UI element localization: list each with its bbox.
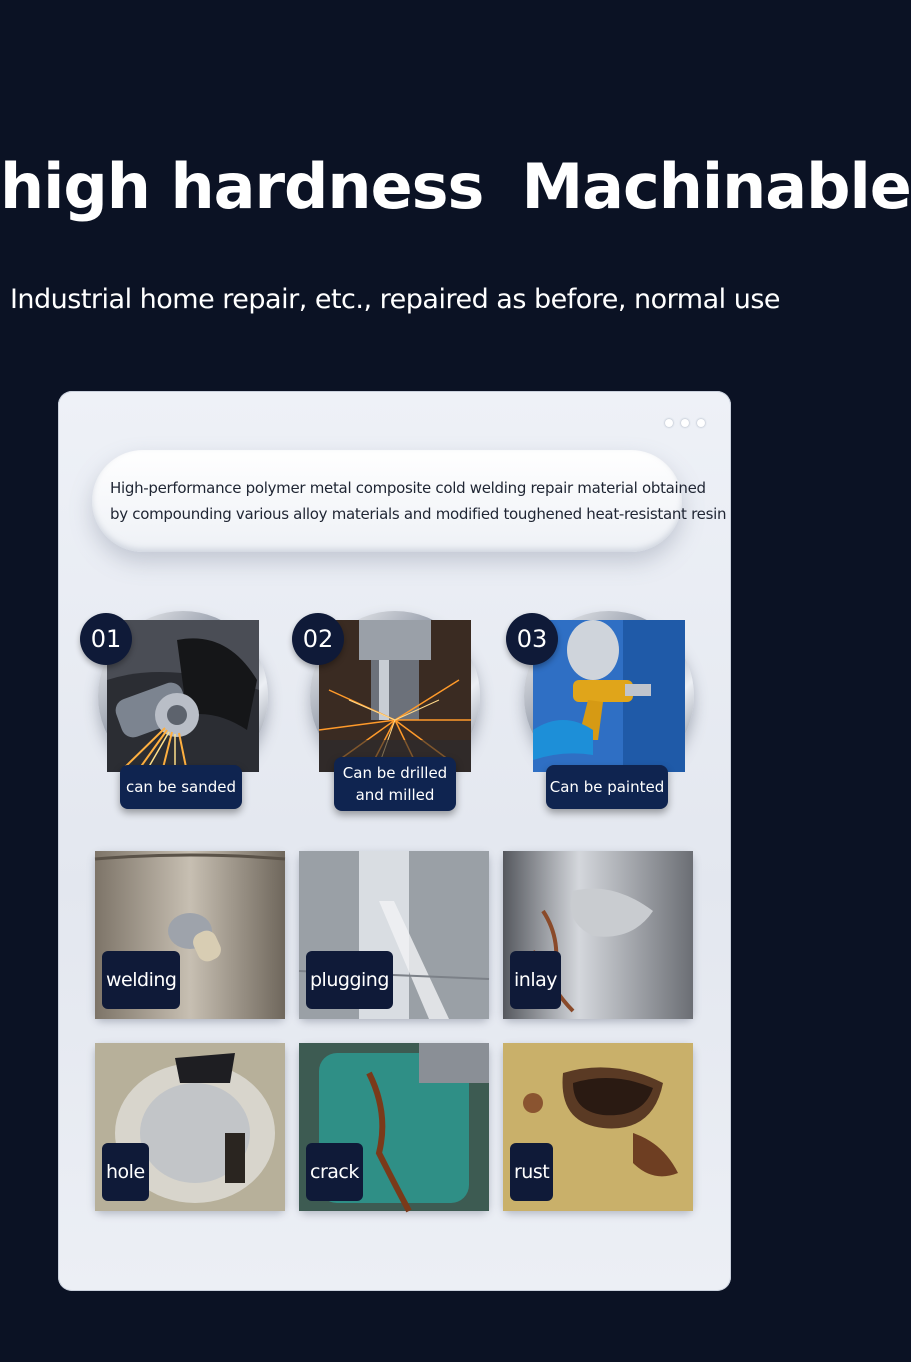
use-photo-inlay: [503, 851, 693, 1019]
feature-drilled-milled: [270, 601, 470, 811]
subheadline: Industrial home repair, etc., repaired as before, normal use: [9, 284, 781, 315]
feature-number-badge: 02: [292, 613, 344, 665]
dot-icon: [665, 419, 673, 427]
use-label: plugging: [306, 951, 393, 1009]
feature-caption: [120, 765, 242, 809]
headline: [0, 150, 911, 223]
dot-icon: [697, 419, 705, 427]
window-dots: [665, 419, 705, 427]
feature-sanded: [58, 601, 258, 811]
feature-number-badge: 01: [80, 613, 132, 665]
use-photo-rust: [503, 1043, 693, 1211]
feature-panel: [58, 391, 731, 1291]
feature-caption: [334, 757, 456, 811]
caption-line: can be sanded: [125, 778, 237, 796]
feature-painted: [484, 601, 684, 811]
description-pill: [92, 450, 727, 552]
caption-line: and milled: [355, 786, 435, 804]
use-label: welding: [102, 951, 180, 1009]
dot-icon: [681, 419, 689, 427]
use-label: rust: [510, 1143, 553, 1201]
headline-left: high hardness: [0, 150, 484, 223]
description-line-1: High-performance polymer metal composite cold welding repair material obtained: [110, 479, 706, 497]
feature-caption: [546, 765, 668, 809]
caption-line: Can be painted: [549, 778, 665, 796]
headline-right: Machinable: [521, 150, 911, 223]
use-photo-hole: [95, 1043, 285, 1211]
use-label: crack: [306, 1143, 363, 1201]
use-photo-crack: [299, 1043, 489, 1211]
caption-line: Can be drilled: [342, 764, 448, 782]
feature-number-badge: 03: [506, 613, 558, 665]
use-label: inlay: [510, 951, 561, 1009]
use-label: hole: [102, 1143, 149, 1201]
description-line-2: by compounding various alloy materials and modified toughened heat-resistant resin: [110, 505, 727, 523]
use-photo-plugging: [299, 851, 489, 1019]
use-photo-welding: [95, 851, 285, 1019]
